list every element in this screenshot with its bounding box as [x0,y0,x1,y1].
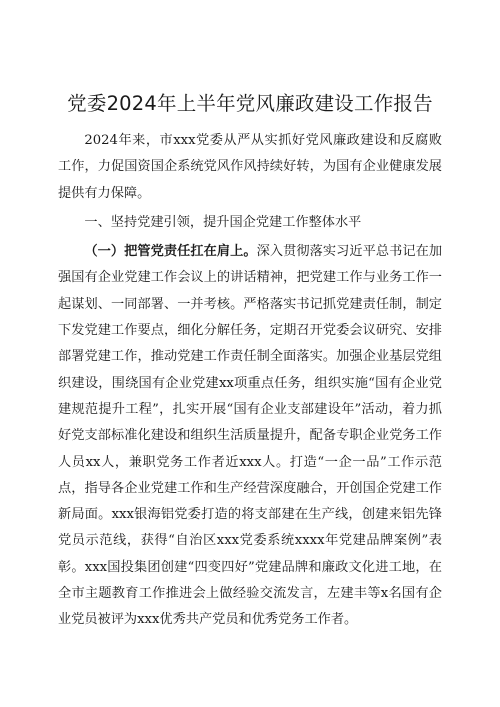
item-subheading: （一）把管党责任扛在肩上。 [84,244,257,260]
document-title: 党委2024年上半年党风廉政建设工作报告 [67,92,433,115]
section-item-paragraph [58,239,442,633]
intro-paragraph: 2024年来，市xxx党委从严从实抓好党风廉政建设和反腐败工作，力促国资国企系统党风作风持续好转，为国有企业健康发展提供有力保障。 [58,133,442,201]
section-heading: 一、坚持党建引领，提升国企党建工作整体水平 [84,214,362,230]
item-body-text: 深入贯彻落实习近平总书记在加强国有企业党建工作会议上的讲话精神，把党建工作与业务工作一起谋划、一同部署、一并考核。严格落实书记抓党建责任制，制定下发党建工作要点，细化分解任务，定期召开党委会议研究、安排部署党建工作，推动党建工作责任制全面落实。加强企业基层党组织建设，围绕国有企业党建xx项重点任务，组织实施“国有企业党建规范提升工程”，扎实开展“国有企业支部建设年”活动，着力抓好党支部标准化建设和组织生活质量提升，配备专职企业党务工作人员xx人，兼职党务工作者近xxx人。打造“一企一品”工作示范点，指导各企业党建工作和生产经营深度融合，开创国企党建工作新局面。xxx银海铝党委打造的将支部建在生产线，创建来铝先锋党员示范线，获得“自治区xxx党委系统xxxx年党建品牌案例”表彰。xxx国投集团创建“四变四好”党建品牌和廉政文化进工地，在全市主题教育工作推进会上做经验交流发言，左建丰等x名国有企业党员被评为xxx优秀共产党员和优秀党务工作者。 [58,244,443,628]
